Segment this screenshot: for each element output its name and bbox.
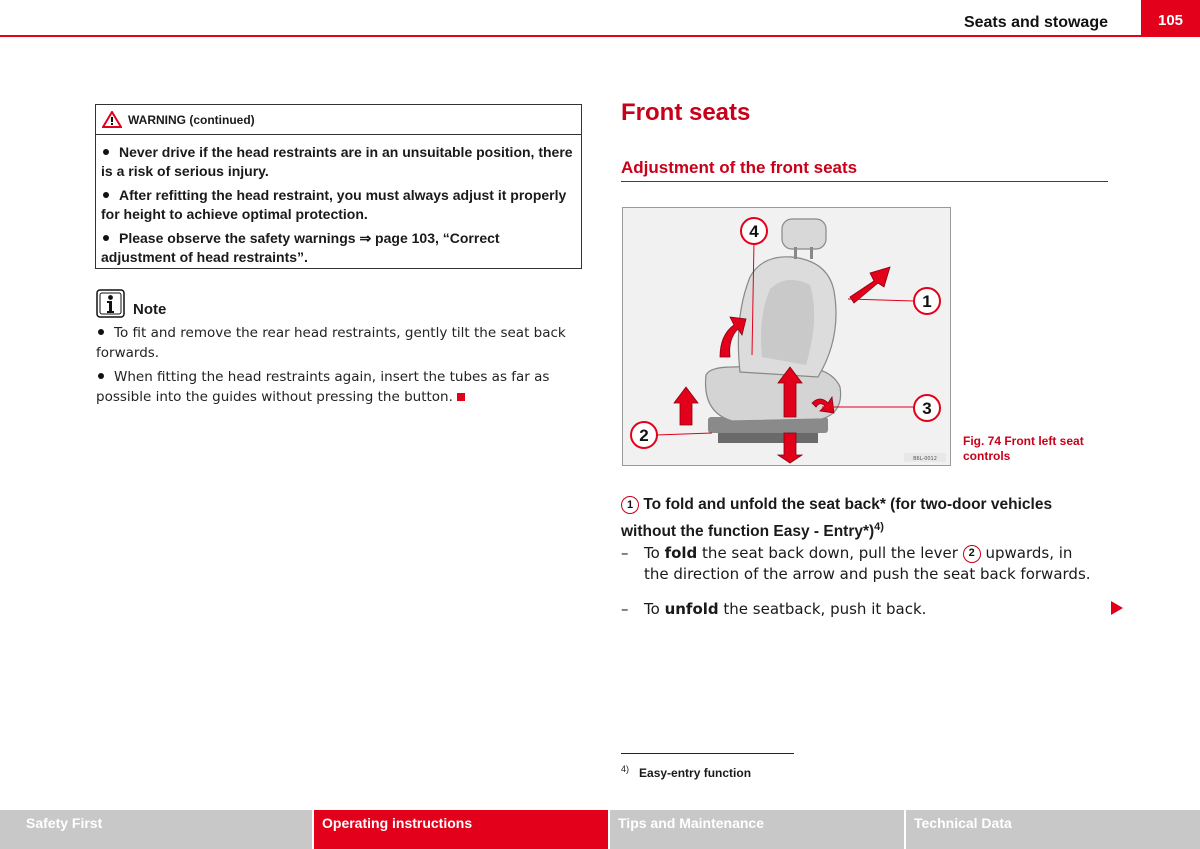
section-title-text [621, 494, 1111, 543]
footnote-text: Easy-entry function [639, 766, 752, 780]
page-number: 105 [1141, 0, 1200, 37]
section-title: Seats and stowage [963, 14, 1108, 31]
continue-arrow-icon[interactable] [1111, 601, 1123, 615]
instruction-step: – To fold the seat back down, pull the lever 2 upwards, in the direction of the arrow and push the seat back forwards. [621, 544, 1091, 583]
info-icon [96, 289, 125, 318]
warning-item: After refitting the head restraint, you must always adjust it properly for height to achieve optimal protection. [101, 187, 567, 222]
item-number-badge: 1 [621, 496, 639, 514]
warning-box [95, 104, 582, 269]
warning-title: WARNING (continued) [128, 112, 255, 127]
tab-safety-first[interactable]: Safety First [0, 810, 314, 849]
figure-callout [914, 395, 940, 421]
figure-caption: Fig. 74 Front left seat controls [963, 434, 1084, 463]
warning-item: Never drive if the head restraints are in an unsuitable position, there is a risk of serious injury. [101, 144, 573, 179]
callout-label: 1 [922, 292, 932, 311]
figure-callout [631, 422, 657, 448]
tab-technical-data[interactable]: Technical Data [906, 810, 1200, 849]
keyword: fold [664, 544, 698, 562]
note-item: To fit and remove the rear head restraints, gently tilt the seat back forwards. [96, 325, 566, 361]
figure-code: B6L-0012 [913, 456, 937, 462]
footnote [621, 764, 751, 780]
callout-label: 2 [639, 426, 649, 445]
header-rule [0, 35, 1200, 37]
section-heading: To fold and unfold the seat back* (for two-door vehicles without the function Easy - Entry*) [621, 496, 1053, 541]
callout-label: 3 [922, 399, 932, 418]
warning-item: Please observe the safety warnings ⇒ page 103, “Correct adjustment of head restraints”. [101, 230, 500, 265]
keyword: unfold [664, 600, 719, 618]
warning-list [96, 135, 581, 267]
bullet-icon [98, 373, 104, 379]
footnote-marker: 4) [621, 764, 630, 774]
figure-callout [914, 288, 940, 314]
subheading-rule [621, 181, 1108, 182]
note-title: Note [133, 301, 167, 318]
end-marker-icon [457, 393, 465, 401]
tab-tips-and-maintenance[interactable]: Tips and Maintenance [610, 810, 906, 849]
note-list [96, 324, 586, 412]
footnote-rule [621, 753, 794, 754]
warning-triangle-icon [102, 111, 122, 128]
figure-callout [741, 218, 767, 244]
bullet-icon [103, 235, 109, 241]
callout-label: 4 [749, 222, 759, 241]
footer-nav [0, 810, 1200, 849]
subheading: Adjustment of the front seats [621, 158, 858, 177]
warning-header [96, 105, 581, 135]
bullet-icon [103, 149, 109, 155]
instruction-step: – To unfold the seatback, push it back. [621, 600, 927, 618]
seat-figure [622, 207, 951, 466]
page-heading: Front seats [621, 99, 751, 126]
lever-ref-badge: 2 [963, 545, 981, 563]
note-item: When fitting the head restraints again, insert the tubes as far as possible into the guides without pressing the button. [96, 369, 550, 405]
tab-operating-instructions[interactable]: Operating instructions [314, 810, 610, 849]
footnote-ref: 4) [874, 521, 884, 533]
bullet-icon [103, 192, 109, 198]
bullet-icon [98, 329, 104, 335]
